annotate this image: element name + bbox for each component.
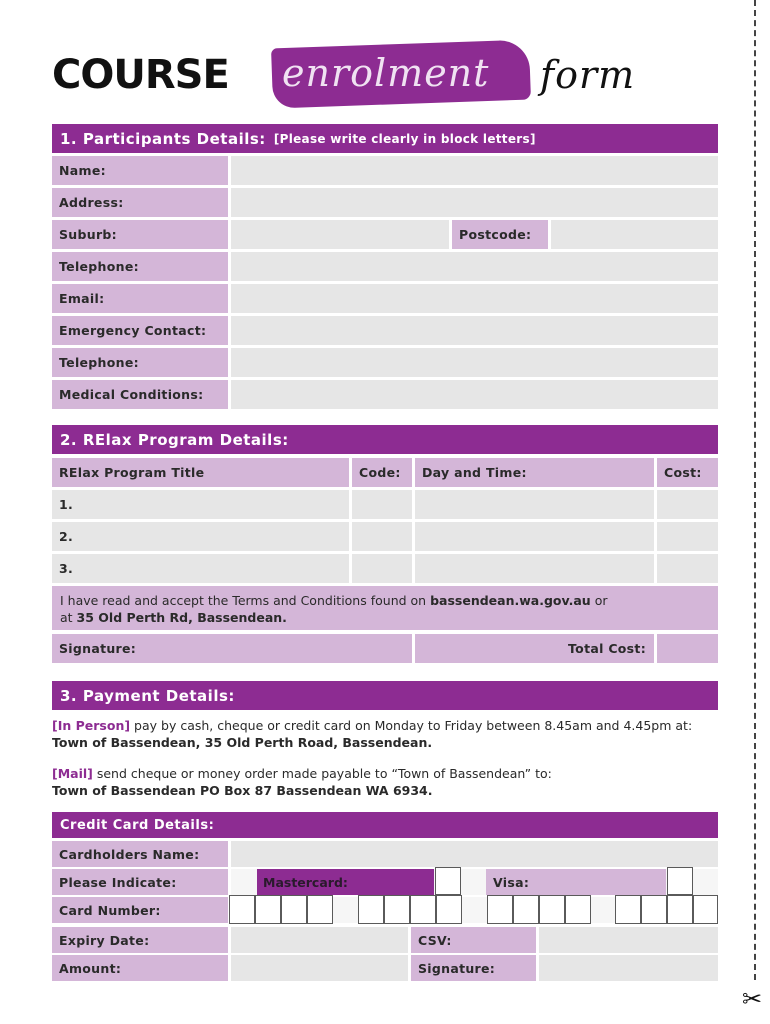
program-row-2-cost[interactable] bbox=[657, 522, 718, 551]
visa-label: Visa: bbox=[486, 869, 666, 895]
card-digit-13[interactable] bbox=[615, 895, 641, 924]
terms-mid: or bbox=[594, 593, 608, 608]
cardholder-field[interactable] bbox=[231, 841, 718, 867]
program-row-1-code[interactable] bbox=[352, 490, 412, 519]
mastercard-label: Mastercard: bbox=[257, 869, 434, 895]
code-column: Code: bbox=[352, 458, 412, 487]
in-person-payment-info bbox=[52, 717, 718, 751]
card-digit-8[interactable] bbox=[436, 895, 462, 924]
indicate-label: Please Indicate: bbox=[52, 869, 228, 895]
cut-line bbox=[754, 0, 756, 980]
credit-card-heading: Credit Card Details: bbox=[60, 817, 215, 833]
section1-heading: 1. Participants Details: bbox=[60, 129, 266, 148]
title-script-enrolment: enrolment bbox=[282, 51, 490, 95]
program-row-1-cost[interactable] bbox=[657, 490, 718, 519]
csv-field[interactable] bbox=[539, 927, 718, 953]
name-label: Name: bbox=[52, 156, 228, 185]
card-digit-5[interactable] bbox=[358, 895, 384, 924]
expiry-label: Expiry Date: bbox=[52, 927, 228, 953]
postcode-label: Postcode: bbox=[452, 220, 548, 249]
program-row-3-day[interactable] bbox=[415, 554, 654, 583]
total-cost-label: Total Cost: bbox=[415, 634, 654, 663]
section2-header bbox=[52, 425, 718, 454]
medical-conditions-field[interactable] bbox=[231, 380, 718, 409]
card-digit-2[interactable] bbox=[255, 895, 281, 924]
program-row-3-cost[interactable] bbox=[657, 554, 718, 583]
terms-link[interactable]: bassendean.wa.gov.au bbox=[430, 593, 591, 608]
address-label: Address: bbox=[52, 188, 228, 217]
mail-payment-info bbox=[52, 765, 718, 799]
emergency-contact-field[interactable] bbox=[231, 316, 718, 345]
section1-header bbox=[52, 124, 718, 153]
section1-note: [Please write clearly in block letters] bbox=[273, 131, 536, 146]
expiry-field[interactable] bbox=[231, 927, 408, 953]
total-cost-field[interactable] bbox=[657, 634, 718, 663]
emergency-contact-label: Emergency Contact: bbox=[52, 316, 228, 345]
cardholder-label: Cardholders Name: bbox=[52, 841, 228, 867]
card-digit-7[interactable] bbox=[410, 895, 436, 924]
section2-heading: 2. RElax Program Details: bbox=[60, 430, 289, 449]
telephone-label: Telephone: bbox=[52, 252, 228, 281]
card-digit-14[interactable] bbox=[641, 895, 667, 924]
mastercard-checkbox[interactable] bbox=[435, 867, 461, 895]
title-script-form: form bbox=[540, 53, 636, 97]
in-person-text: pay by cash, cheque or credit card on Monday to Friday between 8.45am and 4.45pm at: bbox=[134, 718, 693, 733]
emergency-telephone-label: Telephone: bbox=[52, 348, 228, 377]
program-row-3-title[interactable]: 3. bbox=[52, 554, 349, 583]
program-row-1-title[interactable]: 1. bbox=[52, 490, 349, 519]
mail-text: send cheque or money order made payable to “Town of Bassendean” to: bbox=[96, 766, 552, 781]
section3-header bbox=[52, 681, 718, 710]
title-course: COURSE bbox=[52, 52, 229, 98]
program-row-2-day[interactable] bbox=[415, 522, 654, 551]
terms-statement bbox=[52, 586, 718, 630]
card-digit-12[interactable] bbox=[565, 895, 591, 924]
day-time-column: Day and Time: bbox=[415, 458, 654, 487]
amount-label: Amount: bbox=[52, 955, 228, 981]
email-field[interactable] bbox=[231, 284, 718, 313]
in-person-address: Town of Bassendean, 35 Old Perth Road, Bassendean. bbox=[52, 735, 433, 750]
program-row-2-title[interactable]: 2. bbox=[52, 522, 349, 551]
emergency-telephone-field[interactable] bbox=[231, 348, 718, 377]
suburb-field[interactable] bbox=[231, 220, 449, 249]
email-label: Email: bbox=[52, 284, 228, 313]
mail-address: Town of Bassendean PO Box 87 Bassendean WA 6934. bbox=[52, 783, 433, 798]
credit-card-header bbox=[52, 812, 718, 838]
card-digit-16[interactable] bbox=[693, 895, 718, 924]
payment-signature-field[interactable] bbox=[539, 955, 718, 981]
card-digit-11[interactable] bbox=[539, 895, 565, 924]
visa-checkbox[interactable] bbox=[667, 867, 693, 895]
card-digit-4[interactable] bbox=[307, 895, 333, 924]
card-digit-1[interactable] bbox=[229, 895, 255, 924]
telephone-field[interactable] bbox=[231, 252, 718, 281]
csv-label: CSV: bbox=[411, 927, 536, 953]
card-digit-3[interactable] bbox=[281, 895, 307, 924]
terms-at: at bbox=[60, 610, 73, 625]
card-digit-10[interactable] bbox=[513, 895, 539, 924]
postcode-field[interactable] bbox=[551, 220, 718, 249]
program-row-2-code[interactable] bbox=[352, 522, 412, 551]
program-title-column: RElax Program Title bbox=[52, 458, 349, 487]
suburb-label: Suburb: bbox=[52, 220, 228, 249]
name-field[interactable] bbox=[231, 156, 718, 185]
address-field[interactable] bbox=[231, 188, 718, 217]
in-person-tag: [In Person] bbox=[52, 718, 131, 733]
terms-pre: I have read and accept the Terms and Conditions found on bbox=[60, 593, 427, 608]
terms-address: 35 Old Perth Rd, Bassendean. bbox=[76, 610, 287, 625]
program-row-3-code[interactable] bbox=[352, 554, 412, 583]
section3-heading: 3. Payment Details: bbox=[60, 686, 235, 705]
scissors-icon: ✂ bbox=[742, 985, 763, 1013]
cost-column: Cost: bbox=[657, 458, 718, 487]
card-digit-9[interactable] bbox=[487, 895, 513, 924]
program-row-1-day[interactable] bbox=[415, 490, 654, 519]
card-digit-15[interactable] bbox=[667, 895, 693, 924]
mail-tag: [Mail] bbox=[52, 766, 93, 781]
program-signature-label: Signature: bbox=[52, 634, 412, 663]
card-digit-6[interactable] bbox=[384, 895, 410, 924]
card-number-label: Card Number: bbox=[52, 897, 228, 923]
amount-field[interactable] bbox=[231, 955, 408, 981]
payment-signature-label: Signature: bbox=[411, 955, 536, 981]
medical-conditions-label: Medical Conditions: bbox=[52, 380, 228, 409]
